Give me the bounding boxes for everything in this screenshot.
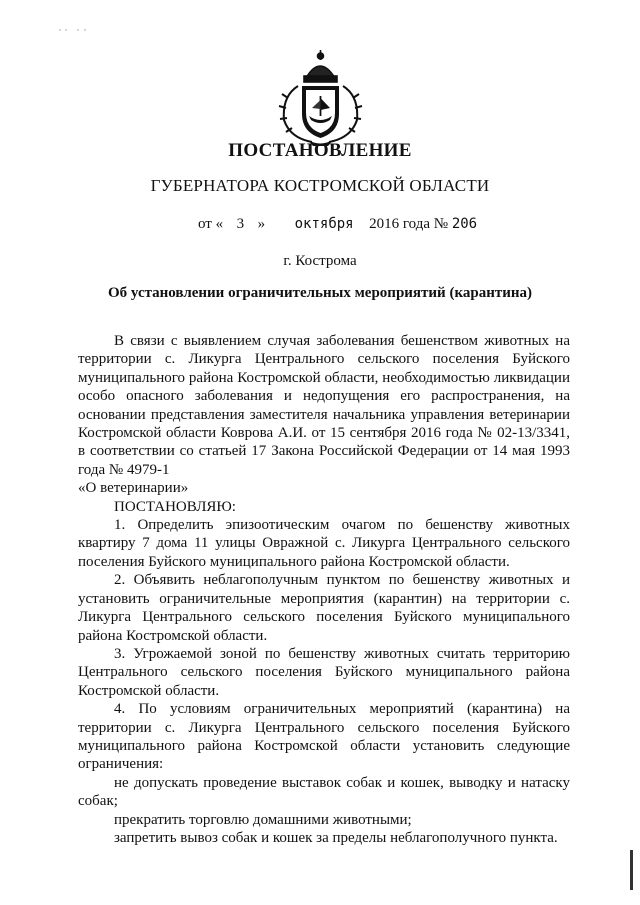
date-prefix: от	[198, 216, 212, 232]
date-day: 3	[236, 216, 245, 232]
intro-paragraph-end: «О ветеринарии»	[78, 480, 189, 497]
issue-city: г. Кострома	[283, 253, 357, 269]
document-title: Об установлении ограничительных мероприятий (карантина)	[107, 285, 532, 301]
issuer-heading: ГУБЕРНАТОРА КОСТРОМСКОЙ ОБЛАСТИ	[150, 176, 490, 195]
date-year: 2016 года	[369, 216, 431, 232]
restriction-2: прекратить торговлю домашними животными;	[114, 811, 412, 828]
date-quote-close: »	[257, 216, 266, 232]
document-number: 206	[451, 216, 478, 232]
clause-3: 3. Угрожаемой зоной по бешенству животных считать территорию Центрального сельского поселения Буйского муниципального района Костромской области.	[78, 645, 570, 699]
restriction-1: не допускать проведение выставок собак и кошек, выводку и натаску собак;	[78, 774, 570, 810]
kostroma-coat-of-arms-icon	[268, 48, 373, 148]
intro-paragraph: В связи с выявлением случая заболевания бешенством животных на территории с. Ликурга Центрального сельского поселения Буйского муниципального района Костромской области, необходимостью ликвидации особо опасного заболевания и недопущения его распространения, на основании представления заместителя начальника управления ветеринарии Костромской области Коврова А.И. от 15 сентября 2016 года № 02-13/3341, в соответствии со статьей 17 Закона Российской Федерации от 14 мая 1993 года № 4979-1	[78, 333, 570, 478]
restriction-3: запретить вывоз собак и кошек за пределы неблагополучного пункта.	[114, 829, 558, 846]
clause-1: 1. Определить эпизоотическим очагом по бешенству животных квартиру 7 дома 11 улицы Овражной с. Ликурга Центрального сельского поселения Буйского муниципального района Костромской области.	[78, 517, 570, 570]
clause-4: 4. По условиям ограничительных мероприятий (карантина) на территории с. Ликурга Центрального сельского поселения Буйского муниципального района Костромской области установить следующие ограничения:	[78, 701, 570, 773]
resolve-statement: ПОСТАНОВЛЯЮ:	[114, 498, 236, 515]
date-quote-open: «	[215, 216, 224, 232]
scan-edge-mark	[630, 850, 633, 890]
clause-2: 2. Объявить неблагополучным пунктом по бешенству животных и установить ограничительные мероприятия (карантин) на территории с. Ликурга Центрального сельского поселения Буйского муниципального района Костромской области.	[78, 572, 570, 644]
date-month: октября	[294, 216, 354, 232]
number-sign: №	[433, 216, 449, 232]
document-date-line	[198, 216, 477, 233]
document-body	[78, 332, 570, 847]
document-type-heading: ПОСТАНОВЛЕНИЕ	[228, 140, 412, 161]
scan-speck-marks	[58, 28, 88, 32]
